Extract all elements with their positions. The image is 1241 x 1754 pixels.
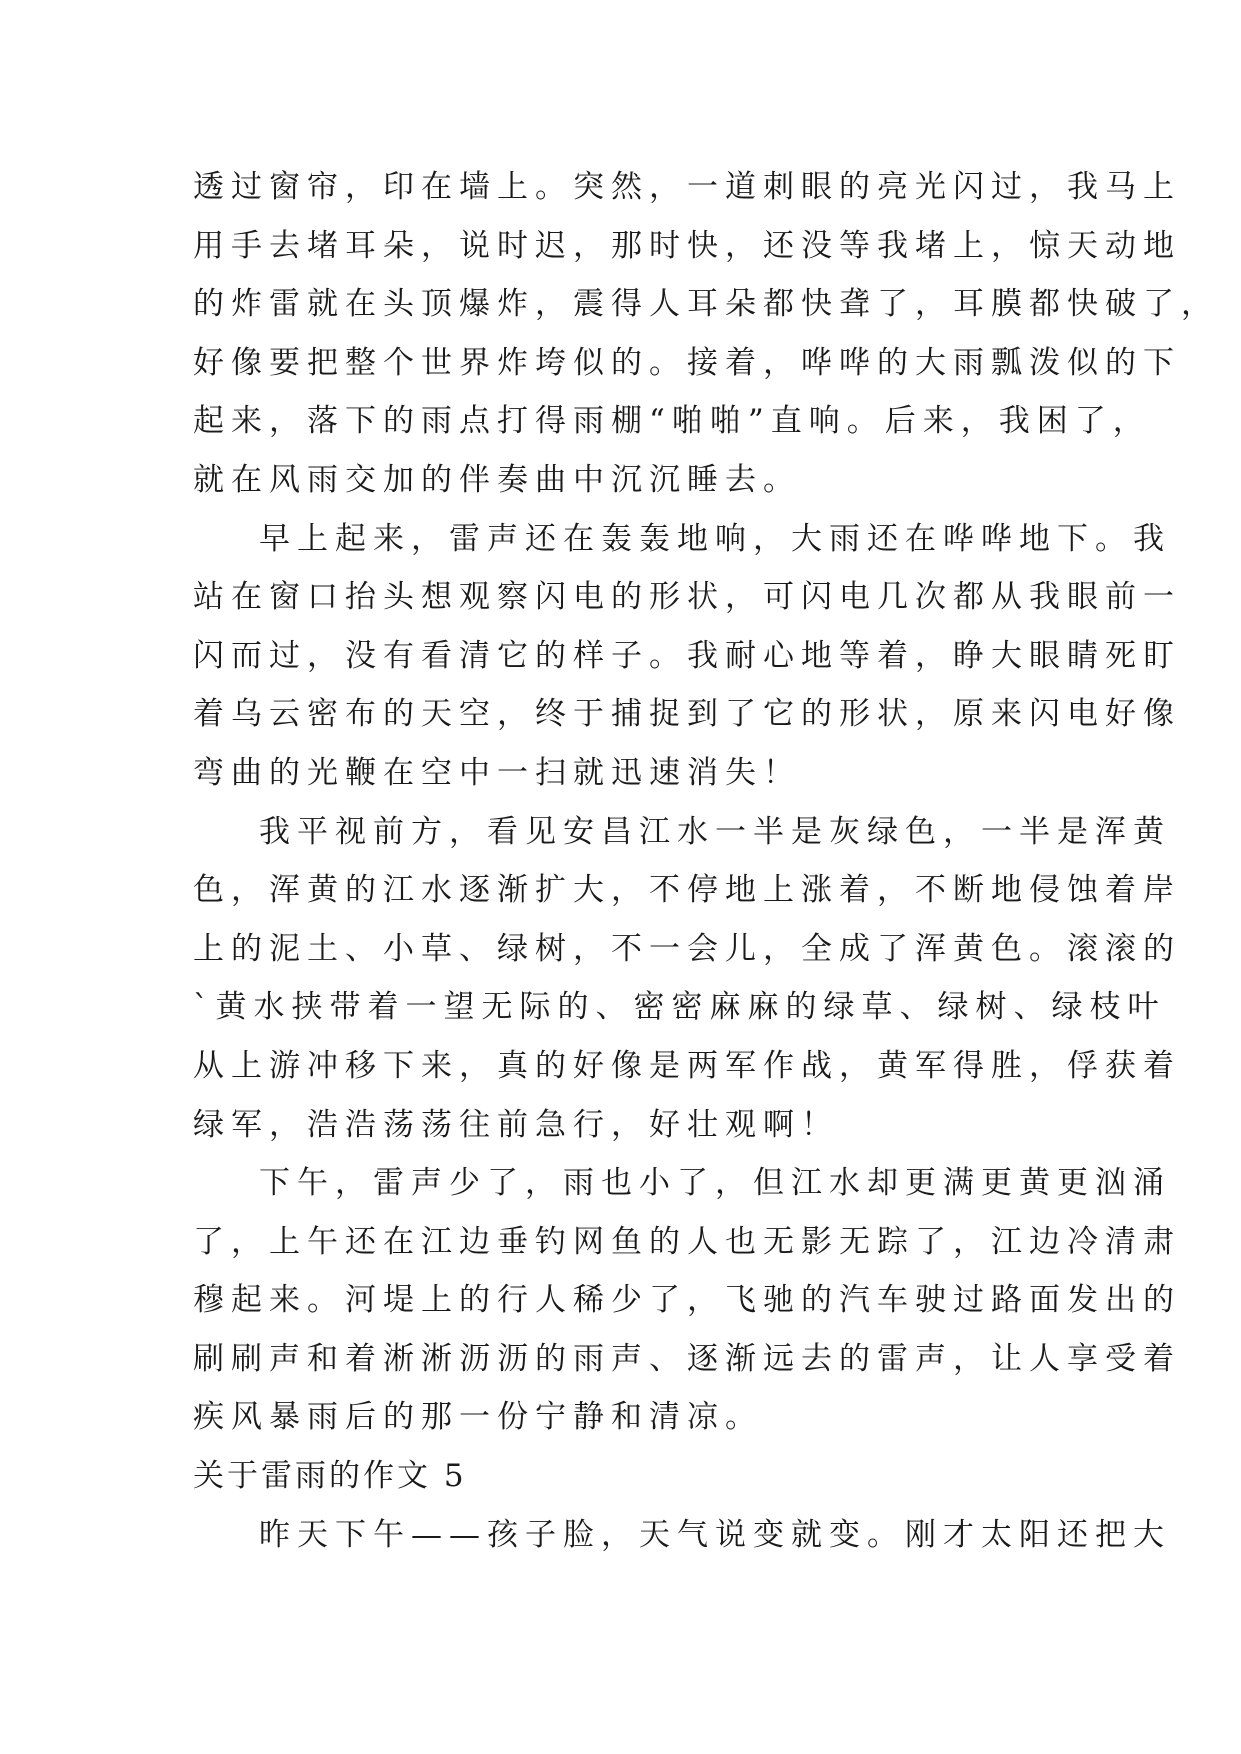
text-line: 的炸雷就在头顶爆炸，震得人耳朵都快聋了，耳膜都快破了，: [193, 286, 1219, 323]
text-line: 用手去堵耳朵，说时迟，那时快，还没等我堵上，惊天动地: [193, 227, 1181, 264]
text-line: 刷刷声和着淅淅沥沥的雨声、逐渐远去的雷声，让人享受着: [193, 1340, 1181, 1377]
text-line: 站在窗口抬头想观察闪电的形状，可闪电几次都从我眼前一: [193, 579, 1181, 616]
paragraph-first-line: 我平视前方，看见安昌江水一半是灰绿色，一半是浑黄: [259, 813, 1171, 850]
text-line: 从上游冲移下来，真的好像是两军作战，黄军得胜，俘获着: [193, 1047, 1181, 1084]
text-line: 着乌云密布的天空，终于捕捉到了它的形状，原来闪电好像: [193, 696, 1181, 733]
essay-body: [193, 158, 1219, 1564]
section-heading: 关于雷雨的作文 5: [193, 1458, 467, 1495]
text-line: 色，浑黄的江水逐渐扩大，不停地上涨着，不断地侵蚀着岸: [193, 872, 1181, 909]
text-line: 上的泥土、小草、绿树，不一会儿，全成了浑黄色。滚滚的: [193, 930, 1181, 967]
text-line: 透过窗帘，印在墙上。突然，一道刺眼的亮光闪过，我马上: [193, 169, 1181, 205]
text-line: 疾风暴雨后的那一份宁静和清凉。: [193, 1399, 763, 1436]
text-line: 就在风雨交加的伴奏曲中沉沉睡去。: [193, 461, 801, 498]
paragraph-first-line: 早上起来，雷声还在轰轰地响，大雨还在哗哗地下。我: [259, 520, 1171, 557]
text-line: 绿军，浩浩荡荡往前急行，好壮观啊！: [193, 1106, 839, 1143]
text-line: 好像要把整个世界炸垮似的。接着，哗哗的大雨瓢泼似的下: [193, 344, 1181, 381]
text-line: 起来，落下的雨点打得雨棚“啪啪”直响。后来，我困了，: [193, 403, 1151, 440]
text-line: 穆起来。河堤上的行人稀少了，飞驰的汽车驶过路面发出的: [193, 1282, 1181, 1319]
text-line: 弯曲的光鞭在空中一扫就迅速消失！: [193, 754, 801, 791]
text-line: 闪而过，没有看清它的样子。我耐心地等着，睁大眼睛死盯: [193, 637, 1181, 674]
paragraph-first-line: 下午，雷声少了，雨也小了，但江水却更满更黄更汹涌: [259, 1165, 1171, 1202]
paragraph-first-line: 昨天下午——孩子脸，天气说变就变。刚才太阳还把大: [259, 1516, 1171, 1553]
text-line: 了，上午还在江边垂钓网鱼的人也无影无踪了，江边冷清肃: [193, 1223, 1181, 1260]
text-line: `黄水挟带着一望无际的、密密麻麻的绿草、绿树、绿枝叶: [193, 989, 1166, 1026]
